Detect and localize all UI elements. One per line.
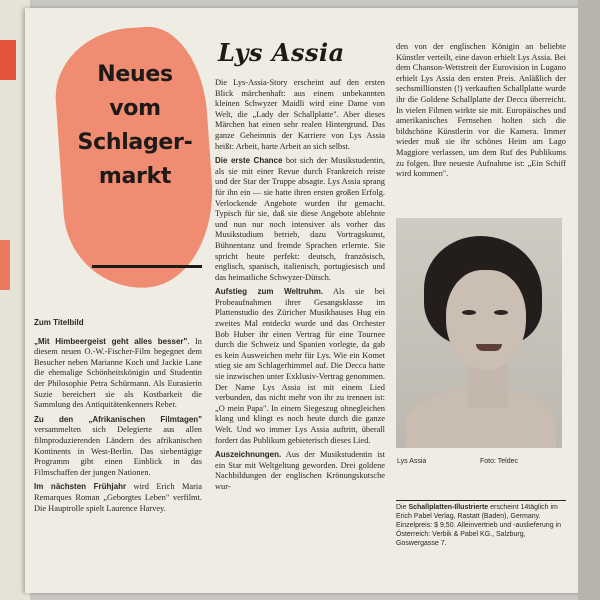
red-print-fragment — [0, 240, 10, 290]
portrait-face — [446, 270, 526, 370]
title-underline — [92, 265, 202, 268]
paragraph — [215, 287, 385, 446]
portrait-eye — [494, 310, 508, 315]
lead-in: „Mit Himbeergeist geht alles besser" — [34, 336, 188, 346]
left-column — [34, 318, 202, 518]
imprint-text: erscheint 14täglich im Erich Pabel Verlag, Rastatt (Baden), Germany. Einzelpreis: $ 9,50. Alleinvertrieb und -auslieferung in Österreich: Verbik & Pabel KG., Salzburg, Goswergasse 7. — [396, 504, 561, 547]
lead-in: Zu den „Afrikanischen Filmtagen" — [34, 414, 202, 424]
portrait-photo — [396, 218, 562, 448]
red-print-fragment — [0, 40, 16, 80]
lead-in: Die erste Chance — [215, 156, 283, 166]
article-title: Lys Assia — [218, 38, 345, 67]
paragraph-text: Aus der Musikstudentin ist ein Star mit Weltgeltung geworden. Drei goldene Nachbildungen der englischen Krönungskutsche wur- — [215, 450, 385, 491]
lead-in: Im nächsten Frühjahr — [34, 482, 127, 492]
lead-in: Auszeichnungen. — [215, 450, 282, 460]
paragraph: Die Lys-Assia-Story erscheint auf den ersten Blick märchenhaft: aus einem unbekannten kleinen Schwyzer Maidli wird eine Dame von Welt, die „Lady der Schallplatte". Aber dieses Märchen hat einen sehr realen Hintergrund. Das ganze Geheimnis der Karriere von Lys Assia heißt: Arbeit, harte Arbeit an sich selbst. — [215, 78, 385, 151]
paragraph — [34, 337, 202, 411]
portrait-mouth — [476, 344, 502, 351]
section-title-line: markt — [98, 164, 172, 189]
paragraph-text: wird Erich Maria Remarques Roman „Geborgtes Leben" verfilmt. Die Hauptrolle spielt Laurence Harvey. — [34, 482, 202, 513]
imprint-note — [396, 500, 566, 548]
imprint-publication: Schallplatten-Illustrierte — [408, 504, 489, 511]
photo-credit: Foto: Teldec — [480, 458, 519, 465]
paragraph: den von der englischen Königin an beliebte Künstler verteilt, eine davon erhielt Lys Assia. Bei dem Chanson-Wettstreit der Eurovision in Lugano erhielt Lys Assia den ersten Preis. Anläßlich der sechsmillionsten (!) verkauften Schallplatte wurde ihr die Goldene Schallplatte der Decca überreicht. In vielen Filmen wirkte sie mit. Europäisches und amerikanisches Fernsehen holten sich die bildschöne Künstlerin vor die Kamera. Immer wieder muß sie ihr schönes Heim am Lago Maggiore verlassen, um dem Ruf des Publikums zu folgen. Ihre neueste Aufnahme ist: „Ein Schiff wird kommen". — [396, 42, 566, 179]
section-title-line: vom — [109, 96, 161, 121]
paragraph-text: Als sie bei Probeaufnahmen ihrer Gesangsklasse im Plattenstudio des Züricher Musikhauses Hug ein zweites Mal entdeckt wurde und das Orchester Bob Huber ihr einen Vertrag für eine Tournee durch die Schweiz und Spanien vorlegte, da gab es kein Ausweichen mehr für Lys. Wie ein Komet stieg sie am Schlagerhimmel auf. Die Decca hatte sie inzwischen unter Exklusiv-Vertrag genommen. Der Name Lys Assia ist mit einem Lied verbunden, das nicht mehr von ihr zu trennen ist: „O mein Papa". In einem Siegeszug ohnegleichen klang und klingt es noch heute durch die ganze Welt. Und wo immer Lys Assia auftritt, überall fordert das Publikum gebieterisch dieses Lied. — [215, 287, 385, 445]
paragraph-text: bot sich der Musikstudentin, als sie mit einer Revue durch Frankreich reiste und der Star der Truppe absagte. Lys Assia sprang für ihn ein — sie hatte ihren ersten großen Erfolg. Verlockende Angebote wurden ihr gemacht. Typisch für sie, daß sie diese Angebote ablehnte und nun nur noch intensiver als vorher das Musikstudium betrieb, dazu Vortragskunst, Bühnentanz und fremde Sprachen erlernte. Sie spricht heute perfekt: deutsch, französisch, englisch, spanisch, italienisch, portugiesisch und das heimatliche Schwyzer-Dütsch. — [215, 156, 385, 282]
page-edge-shadow — [578, 0, 600, 600]
paragraph-text: . In diesem neuen O.-W.-Fischer-Film begegnet dem Besucher neben Marianne Koch und Jackie Lane die ehemalige Schönheitskönigin und Studentin der Philosophie Petra Schürmann. Als Eurasierin Suzie bereichert sie als Kostbarkeit die Sammlung des Antiquitätenkenners Reber. — [34, 336, 202, 410]
paragraph — [34, 415, 202, 479]
section-title — [70, 58, 200, 194]
paragraph — [215, 450, 385, 492]
section-title-line: Schlager- — [77, 130, 193, 155]
imprint-lead: Die — [396, 504, 409, 511]
column-heading: Zum Titelbild — [34, 318, 84, 327]
paragraph — [215, 156, 385, 283]
lead-in: Aufstieg zum Weltruhm. — [215, 287, 324, 297]
portrait-eye — [462, 310, 476, 315]
paragraph — [34, 482, 202, 514]
photo-caption: Lys Assia — [397, 458, 427, 465]
article-column-right — [396, 42, 566, 184]
article-column-middle — [215, 78, 385, 497]
section-title-line: Neues — [97, 62, 173, 87]
paragraph-text: versammelten sich Delegierte aus allen filmproduzierenden Ländern des afrikanischen Kontinents in West-Berlin. Das siebentägige Programm gibt einen Einblick in das Filmschaffen der jungen Nationen. — [34, 425, 202, 477]
